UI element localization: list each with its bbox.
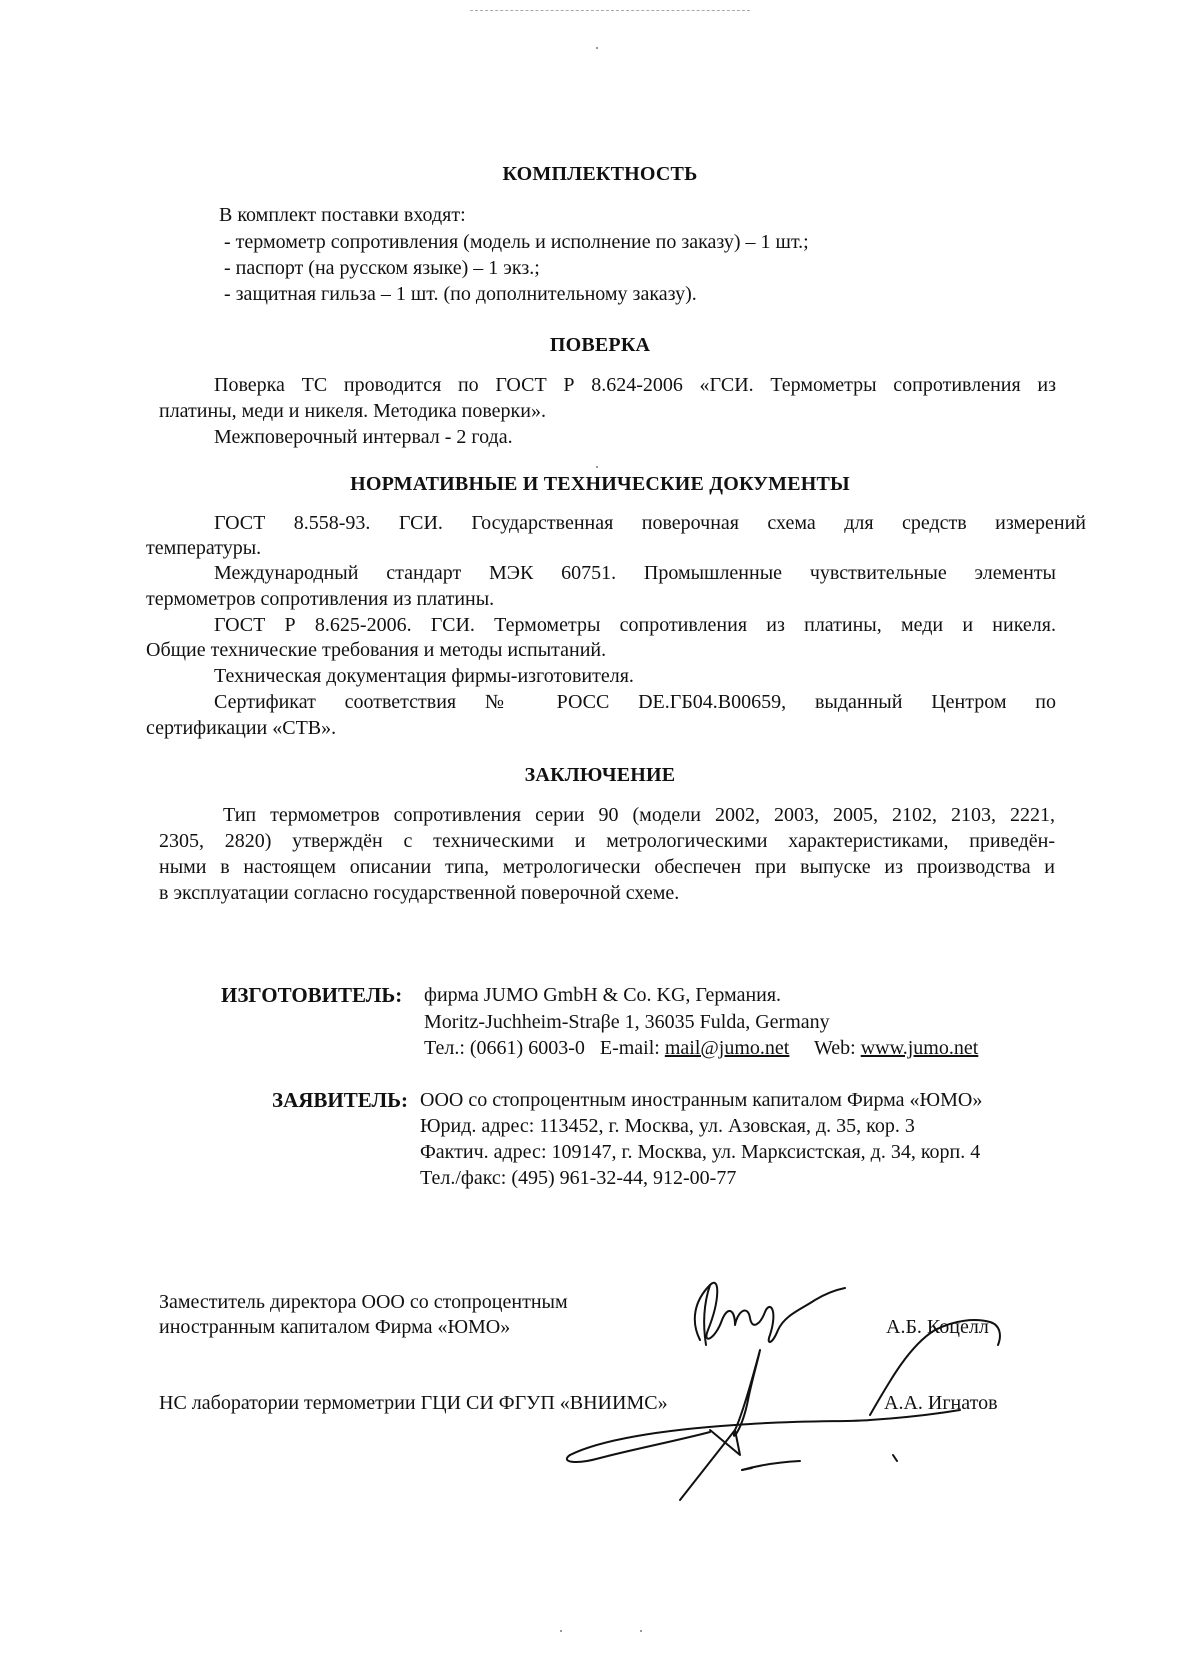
applicant-actual-address: Фактич. адрес: 109147, г. Москва, ул. Марксистская, д. 34, корп. 4 xyxy=(420,1141,981,1163)
normativ-doc: температуры. xyxy=(146,537,262,559)
zaklyuchenie-text: 2305, 2820) утверждён с техническими и метрологическими характеристиками, приведён- xyxy=(159,830,1055,852)
komplektnost-intro: В комплект поставки входят: xyxy=(219,204,466,226)
normativ-doc: ГОСТ 8.558-93. ГСИ. Государственная поверочная схема для средств измерений xyxy=(214,512,1086,534)
manufacturer-label: ИЗГОТОВИТЕЛЬ: xyxy=(221,983,403,1007)
normativ-doc: Международный стандарт МЭК 60751. Промышленные чувствительные элементы xyxy=(214,562,1056,584)
manufacturer-phone: Тел.: (0661) 6003-0 xyxy=(424,1037,585,1059)
zaklyuchenie-text: в эксплуатации согласно государственной поверочной схеме. xyxy=(159,882,680,904)
normativ-doc: Общие технические требования и методы испытаний. xyxy=(146,639,607,661)
normativ-doc: ГОСТ Р 8.625-2006. ГСИ. Термометры сопротивления из платины, меди и никеля. xyxy=(214,614,1056,636)
signatory-2-name: А.А. Игнатов xyxy=(884,1392,998,1414)
section-title-zaklyuchenie: ЗАКЛЮЧЕНИЕ xyxy=(524,764,676,786)
signatory-1-name: А.Б. Коцелл xyxy=(886,1316,989,1338)
normativ-certificate: Сертификат соответствия № РОСС DE.ГБ04.В00659, выданный Центром по xyxy=(214,691,1056,713)
zaklyuchenie-text: ными в настоящем описании типа, метрологически обеспечен при выпуске из производства и xyxy=(159,856,1055,878)
signatory-1-position: иностранным капиталом Фирма «ЮМО» xyxy=(159,1316,511,1338)
web-link[interactable]: www.jumo.net xyxy=(860,1037,979,1059)
section-title-komplektnost: КОМПЛЕКТНОСТЬ xyxy=(502,163,698,185)
email-label: E-mail: xyxy=(599,1037,660,1059)
normativ-doc: Техническая документация фирмы-изготовителя. xyxy=(214,665,634,687)
applicant-name: ООО со стопроцентным иностранным капиталом Фирма «ЮМО» xyxy=(420,1089,983,1111)
zaklyuchenie-text: Тип термометров сопротивления серии 90 (модели 2002, 2003, 2005, 2102, 2103, 2221, xyxy=(223,804,1055,826)
signatory-1-position: Заместитель директора ООО со стопроцентным xyxy=(159,1291,568,1313)
poverka-text: Поверка ТС проводится по ГОСТ Р 8.624-2006 «ГСИ. Термометры сопротивления из xyxy=(214,374,1056,396)
applicant-label: ЗАЯВИТЕЛЬ: xyxy=(272,1088,409,1112)
komplektnost-item: - защитная гильза – 1 шт. (по дополнительному заказу). xyxy=(224,283,697,305)
komplektnost-item: - термометр сопротивления (модель и исполнение по заказу) – 1 шт.; xyxy=(224,231,809,253)
email-link[interactable]: mail@jumo.net xyxy=(664,1037,790,1059)
manufacturer-name: фирма JUMO GmbH & Co. KG, Германия. xyxy=(424,984,782,1006)
applicant-legal-address: Юрид. адрес: 113452, г. Москва, ул. Азовская, д. 35, кор. 3 xyxy=(420,1115,915,1137)
signatory-2-position: НС лаборатории термометрии ГЦИ СИ ФГУП «ВНИИМС» xyxy=(159,1392,668,1414)
section-title-poverka: ПОВЕРКА xyxy=(549,334,651,356)
komplektnost-item: - паспорт (на русском языке) – 1 экз.; xyxy=(224,257,540,279)
applicant-phone-fax: Тел./факс: (495) 961-32-44, 912-00-77 xyxy=(420,1167,737,1189)
normativ-certificate: сертификации «СТВ». xyxy=(146,717,337,739)
normativ-doc: термометров сопротивления из платины. xyxy=(146,588,495,610)
section-title-normativ: НОРМАТИВНЫЕ И ТЕХНИЧЕСКИЕ ДОКУМЕНТЫ xyxy=(350,473,850,495)
manufacturer-address: Moritz-Juchheim-Straβe 1, 36035 Fulda, Germany xyxy=(424,1011,830,1033)
poverka-text: платины, меди и никеля. Методика поверки». xyxy=(159,400,546,422)
poverka-interval: Межповерочный интервал - 2 года. xyxy=(214,426,513,448)
web-label: Web: xyxy=(814,1037,856,1059)
